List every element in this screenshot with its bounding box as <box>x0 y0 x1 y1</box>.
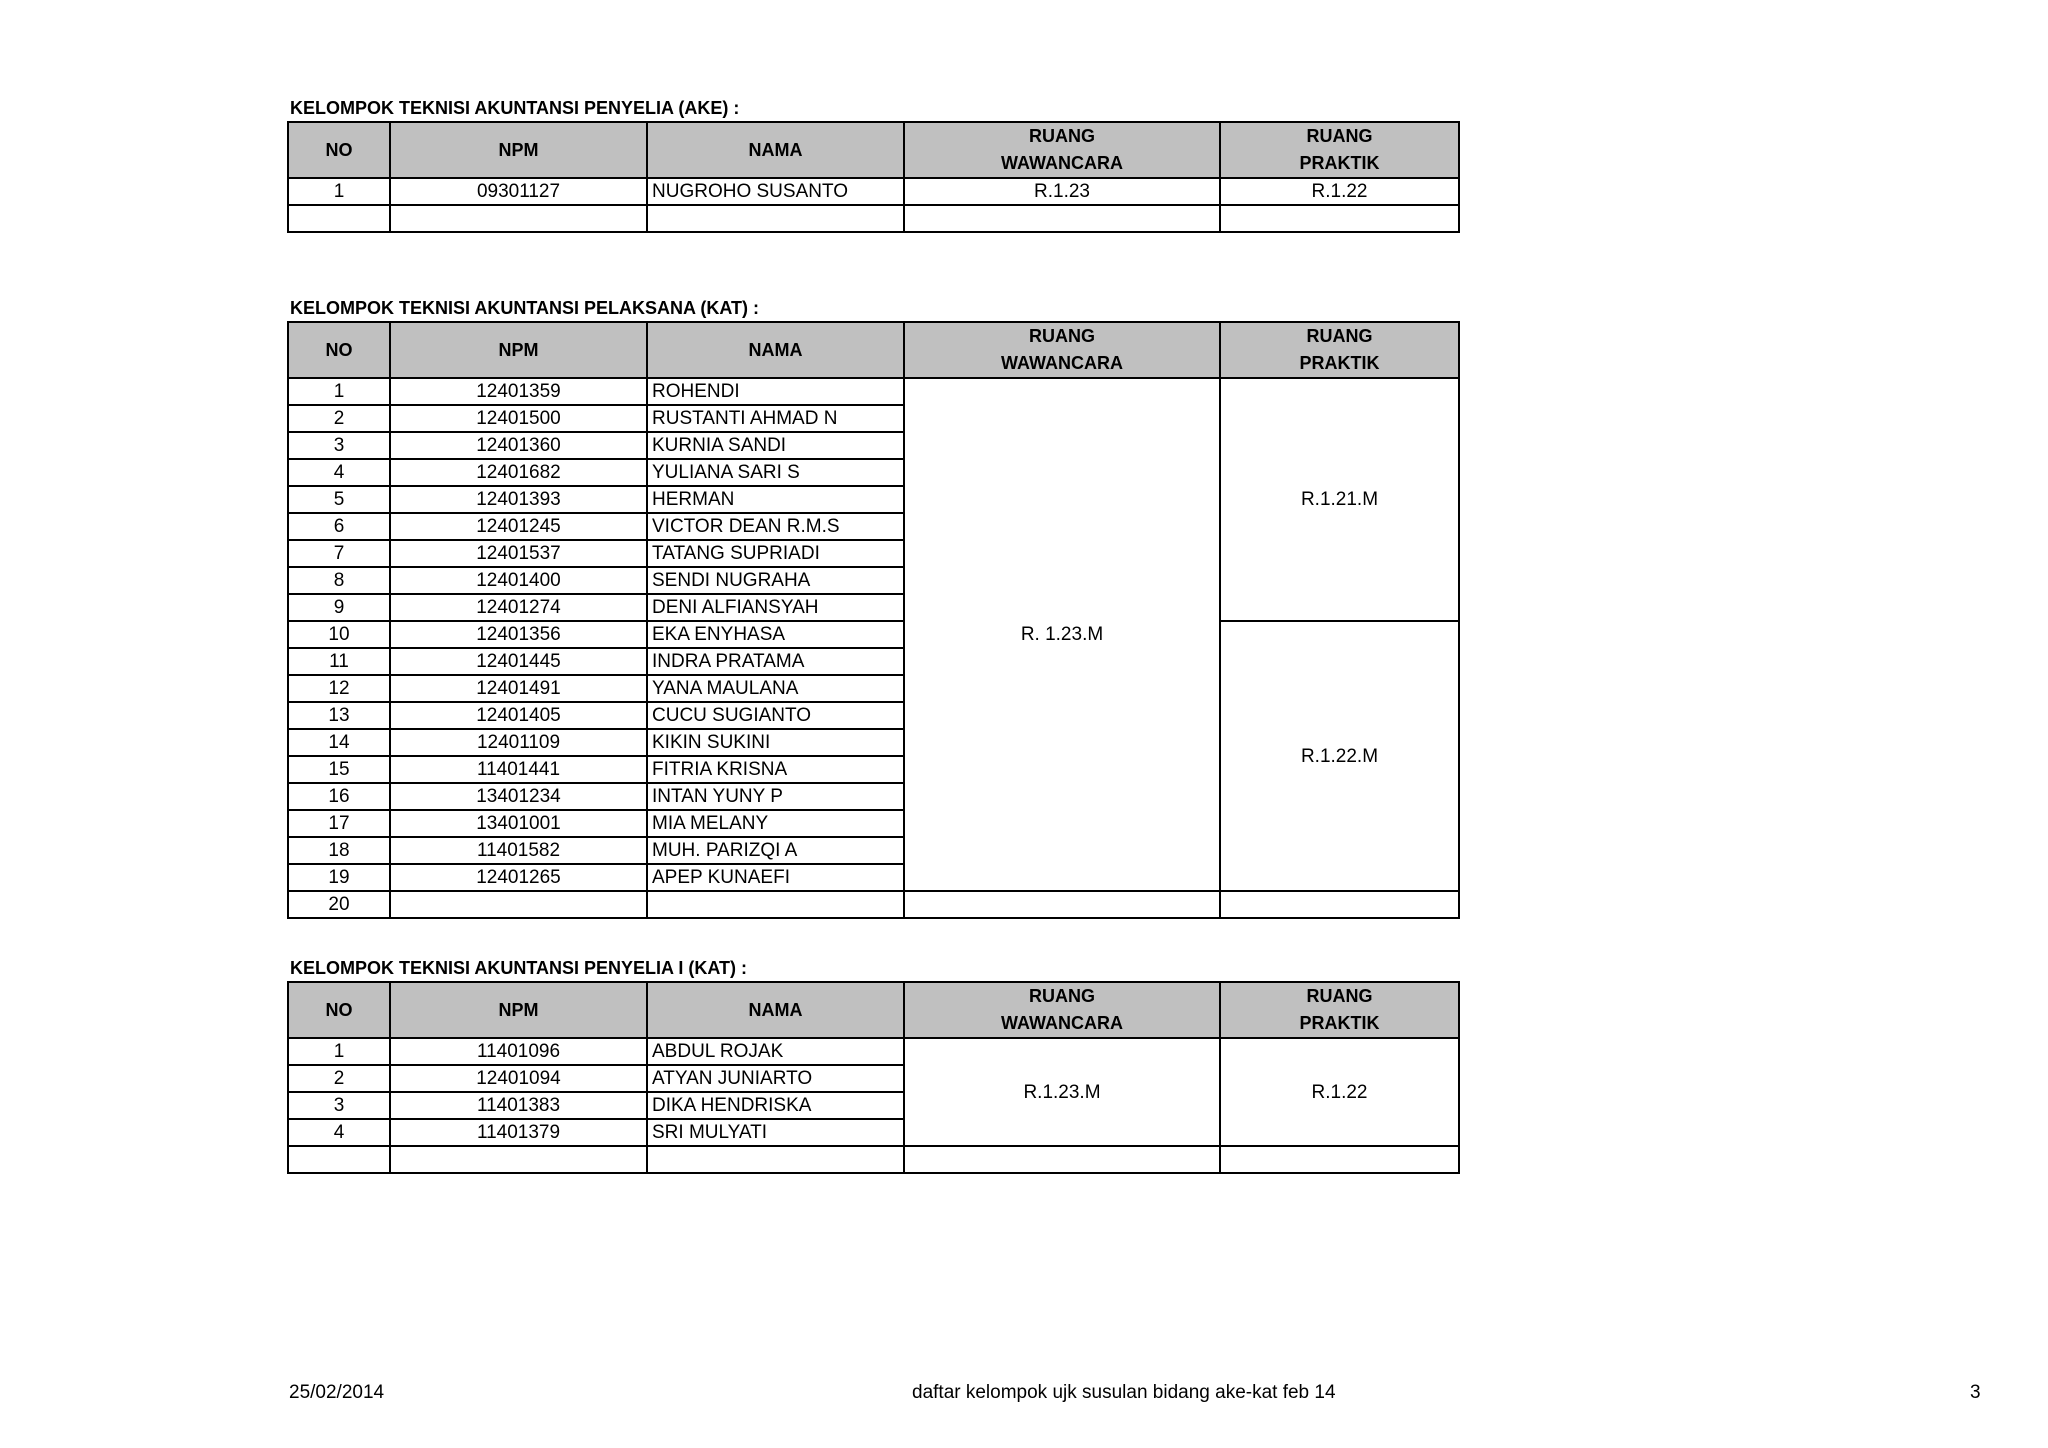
cell-nama: TATANG SUPRIADI <box>647 540 904 567</box>
header-no: NO <box>288 122 390 178</box>
cell-nama: APEP KUNAEFI <box>647 864 904 891</box>
table-row-empty <box>288 1146 1459 1173</box>
table-ake <box>287 121 1460 233</box>
cell-nama: EKA ENYHASA <box>647 621 904 648</box>
cell-nama: VICTOR DEAN R.M.S <box>647 513 904 540</box>
cell-npm: 12401400 <box>390 567 647 594</box>
cell-nama: ATYAN JUNIARTO <box>647 1065 904 1092</box>
cell-npm: 12401537 <box>390 540 647 567</box>
cell-empty <box>390 205 647 232</box>
table-kat-penyelia <box>287 981 1460 1174</box>
cell-npm: 11401379 <box>390 1119 647 1146</box>
footer-page-number: 3 <box>1970 1382 1981 1403</box>
header-ruang-wawancara: RUANG WAWANCARA <box>904 982 1220 1038</box>
cell-nama: DENI ALFIANSYAH <box>647 594 904 621</box>
header-npm: NPM <box>390 122 647 178</box>
table-row <box>288 1038 1459 1065</box>
section-title-kat-penyelia: KELOMPOK TEKNISI AKUNTANSI PENYELIA I (KAT) : <box>290 958 747 978</box>
section-title-kat-pelaksana: KELOMPOK TEKNISI AKUNTANSI PELAKSANA (KAT) : <box>290 298 759 318</box>
table-row <box>288 378 1459 405</box>
cell-npm: 11401096 <box>390 1038 647 1065</box>
cell-empty <box>288 205 390 232</box>
cell-npm: 12401265 <box>390 864 647 891</box>
cell-ruang-praktik: R.1.21.M <box>1220 378 1459 621</box>
header-npm: NPM <box>390 982 647 1038</box>
header-ruang-praktik: RUANG PRAKTIK <box>1220 322 1459 378</box>
cell-ruang-praktik: R.1.22.M <box>1220 621 1459 891</box>
cell-nama: DIKA HENDRISKA <box>647 1092 904 1119</box>
cell-no: 15 <box>288 756 390 783</box>
cell-no: 13 <box>288 702 390 729</box>
cell-empty <box>1220 891 1459 918</box>
cell-empty <box>904 891 1220 918</box>
cell-no: 4 <box>288 1119 390 1146</box>
cell-nama: MIA MELANY <box>647 810 904 837</box>
cell-nama: INDRA PRATAMA <box>647 648 904 675</box>
cell-no: 4 <box>288 459 390 486</box>
cell-no: 8 <box>288 567 390 594</box>
header-no: NO <box>288 982 390 1038</box>
cell-npm: 11401383 <box>390 1092 647 1119</box>
cell-empty <box>647 1146 904 1173</box>
cell-no: 17 <box>288 810 390 837</box>
cell-npm: 12401245 <box>390 513 647 540</box>
cell-npm: 13401001 <box>390 810 647 837</box>
table-row <box>288 621 1459 648</box>
cell-nama: INTAN YUNY P <box>647 783 904 810</box>
cell-npm: 12401682 <box>390 459 647 486</box>
footer-date: 25/02/2014 <box>289 1382 385 1403</box>
header-npm: NPM <box>390 322 647 378</box>
header-ruang-wawancara: RUANG WAWANCARA <box>904 122 1220 178</box>
cell-nama: CUCU SUGIANTO <box>647 702 904 729</box>
header-nama: NAMA <box>647 982 904 1038</box>
footer-title: daftar kelompok ujk susulan bidang ake-kat feb 14 <box>912 1382 1336 1403</box>
cell-empty <box>1220 1146 1459 1173</box>
table-header-row <box>288 122 1459 178</box>
cell-no: 2 <box>288 405 390 432</box>
header-ruang-wawancara: RUANG WAWANCARA <box>904 322 1220 378</box>
cell-npm: 12401274 <box>390 594 647 621</box>
cell-npm: 12401094 <box>390 1065 647 1092</box>
cell-nama: SRI MULYATI <box>647 1119 904 1146</box>
cell-no: 3 <box>288 432 390 459</box>
cell-nama: SENDI NUGRAHA <box>647 567 904 594</box>
cell-npm: 12401445 <box>390 648 647 675</box>
cell-npm: 13401234 <box>390 783 647 810</box>
cell-no: 2 <box>288 1065 390 1092</box>
cell-nama: RUSTANTI AHMAD N <box>647 405 904 432</box>
cell-npm: 11401441 <box>390 756 647 783</box>
cell-npm: 12401359 <box>390 378 647 405</box>
cell-no: 20 <box>288 891 390 918</box>
cell-no: 16 <box>288 783 390 810</box>
table-row-empty <box>288 205 1459 232</box>
header-no: NO <box>288 322 390 378</box>
cell-empty <box>288 1146 390 1173</box>
cell-ruang-wawancara: R. 1.23.M <box>904 378 1220 891</box>
cell-empty <box>647 205 904 232</box>
table-row <box>288 891 1459 918</box>
cell-no: 18 <box>288 837 390 864</box>
cell-nama: YANA MAULANA <box>647 675 904 702</box>
cell-empty <box>1220 205 1459 232</box>
table-header-row <box>288 982 1459 1038</box>
cell-no: 10 <box>288 621 390 648</box>
cell-nama: KIKIN SUKINI <box>647 729 904 756</box>
cell-no: 5 <box>288 486 390 513</box>
cell-nama: ABDUL ROJAK <box>647 1038 904 1065</box>
header-ruang-praktik: RUANG PRAKTIK <box>1220 122 1459 178</box>
cell-no: 14 <box>288 729 390 756</box>
header-ruang-praktik: RUANG PRAKTIK <box>1220 982 1459 1038</box>
cell-npm: 12401360 <box>390 432 647 459</box>
cell-npm: 12401356 <box>390 621 647 648</box>
table-kat-pelaksana <box>287 321 1460 919</box>
cell-no: 1 <box>288 178 390 205</box>
header-nama: NAMA <box>647 322 904 378</box>
cell-nama <box>647 891 904 918</box>
cell-npm: 11401582 <box>390 837 647 864</box>
cell-nama: NUGROHO SUSANTO <box>647 178 904 205</box>
cell-nama: ROHENDI <box>647 378 904 405</box>
header-nama: NAMA <box>647 122 904 178</box>
cell-npm: 12401491 <box>390 675 647 702</box>
cell-npm: 12401405 <box>390 702 647 729</box>
cell-empty <box>904 1146 1220 1173</box>
cell-nama: KURNIA SANDI <box>647 432 904 459</box>
cell-ruang-wawancara: R.1.23 <box>904 178 1220 205</box>
cell-ruang-wawancara: R.1.23.M <box>904 1038 1220 1146</box>
table-row <box>288 178 1459 205</box>
cell-no: 1 <box>288 378 390 405</box>
cell-no: 12 <box>288 675 390 702</box>
cell-nama: YULIANA SARI S <box>647 459 904 486</box>
cell-ruang-praktik: R.1.22 <box>1220 1038 1459 1146</box>
cell-empty <box>904 205 1220 232</box>
cell-npm: 12401393 <box>390 486 647 513</box>
cell-npm: 12401109 <box>390 729 647 756</box>
cell-nama: HERMAN <box>647 486 904 513</box>
cell-npm <box>390 891 647 918</box>
cell-no: 1 <box>288 1038 390 1065</box>
cell-no: 19 <box>288 864 390 891</box>
cell-ruang-praktik: R.1.22 <box>1220 178 1459 205</box>
cell-npm: 12401500 <box>390 405 647 432</box>
cell-empty <box>390 1146 647 1173</box>
cell-nama: FITRIA KRISNA <box>647 756 904 783</box>
cell-no: 6 <box>288 513 390 540</box>
cell-no: 11 <box>288 648 390 675</box>
section-title-ake: KELOMPOK TEKNISI AKUNTANSI PENYELIA (AKE) : <box>290 98 740 118</box>
table-header-row <box>288 322 1459 378</box>
cell-no: 9 <box>288 594 390 621</box>
cell-nama: MUH. PARIZQI A <box>647 837 904 864</box>
cell-npm: 09301127 <box>390 178 647 205</box>
cell-no: 7 <box>288 540 390 567</box>
cell-no: 3 <box>288 1092 390 1119</box>
